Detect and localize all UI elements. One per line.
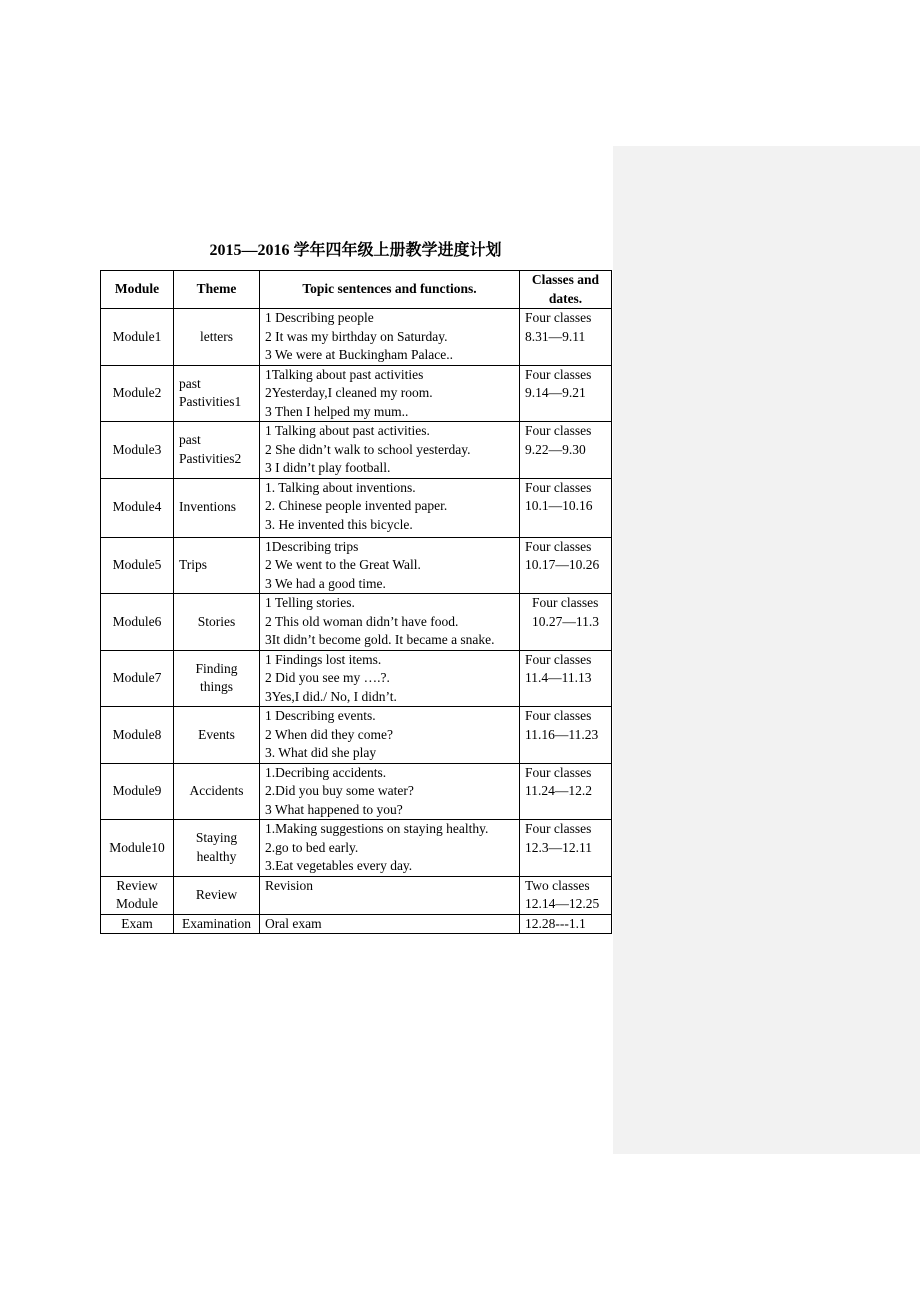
classes-line: 11.16—11.23: [525, 726, 599, 742]
module-cell: Module1: [101, 309, 174, 366]
topic-cell: [260, 876, 520, 914]
table-row: [101, 478, 612, 537]
classes-line: Four classes: [525, 538, 592, 554]
classes-line: Two classes: [525, 877, 590, 893]
classes-line: Four classes: [525, 310, 592, 325]
document-title: 2015—2016 学年四年级上册教学进度计划: [209, 242, 502, 259]
classes-line: 11.4—11.13: [525, 670, 592, 685]
topic-cell: [260, 422, 520, 479]
module-cell: Module8: [101, 707, 174, 764]
theme-cell: Staying healthy: [174, 820, 260, 877]
classes-cell: [520, 309, 612, 366]
topic-line: 2.Did you buy some water?: [265, 783, 414, 798]
header-classes: Classes and dates.: [520, 271, 612, 309]
comment-pane: [613, 146, 920, 1154]
topic-cell: [260, 914, 520, 934]
topic-line: 2. Chinese people invented paper.: [265, 498, 448, 513]
topic-line: 1.Decribing accidents.: [265, 764, 387, 780]
topic-line: 3 Then I helped my mum..: [265, 403, 409, 419]
module-cell: Review Module: [101, 876, 174, 914]
classes-cell: [520, 537, 612, 594]
table-row: [101, 914, 612, 934]
theme-cell: Inventions: [174, 478, 260, 537]
topic-line: 3. What did she play: [265, 745, 377, 760]
topic-cell: [260, 478, 520, 537]
topic-line: 2 This old woman didn’t have food.: [265, 613, 459, 629]
table-row: [101, 537, 612, 594]
table-row: [101, 763, 612, 820]
classes-line: 12.14—12.25: [525, 896, 600, 911]
classes-cell: [520, 820, 612, 877]
topic-line: 2 Did you see my ….?.: [265, 670, 390, 685]
classes-line: Four classes: [525, 764, 592, 780]
table-row: [101, 876, 612, 914]
topic-line: 1. Talking about inventions.: [265, 479, 416, 495]
header-theme: Theme: [174, 271, 260, 309]
theme-cell: Events: [174, 707, 260, 764]
classes-cell: [520, 707, 612, 764]
classes-cell: [520, 763, 612, 820]
topic-cell: [260, 537, 520, 594]
classes-line: Four classes: [525, 651, 592, 667]
classes-line: Four classes: [525, 708, 592, 723]
classes-line: 12.28---1.1: [525, 915, 586, 931]
header-module: Module: [101, 271, 174, 309]
topic-line: 2Yesterday,I cleaned my room.: [265, 385, 433, 400]
topic-cell: [260, 365, 520, 422]
module-cell: Module6: [101, 594, 174, 651]
theme-cell: Accidents: [174, 763, 260, 820]
module-cell: Exam: [101, 914, 174, 934]
topic-line: 3 I didn’t play football.: [265, 460, 391, 475]
theme-cell: past Pastivities2: [174, 422, 260, 479]
teaching-schedule-table: [100, 270, 612, 934]
topic-line: 1.Making suggestions on staying healthy.: [265, 821, 489, 836]
classes-line: 10.27—11.3: [532, 613, 599, 629]
classes-cell: [520, 478, 612, 537]
classes-line: Four classes: [532, 595, 599, 610]
table-row: [101, 707, 612, 764]
topic-line: 1 Describing people: [265, 310, 374, 325]
topic-line: 3 What happened to you?: [265, 801, 403, 817]
module-cell: Module2: [101, 365, 174, 422]
classes-line: 9.22—9.30: [525, 441, 586, 457]
topic-line: 2 When did they come?: [265, 726, 393, 742]
classes-line: Four classes: [525, 423, 592, 438]
table-row: [101, 365, 612, 422]
topic-cell: [260, 763, 520, 820]
classes-line: 11.24—12.2: [525, 783, 592, 798]
classes-line: 10.17—10.26: [525, 557, 600, 572]
topic-line: Revision: [265, 877, 314, 893]
classes-line: 10.1—10.16: [525, 498, 593, 513]
header-topic: Topic sentences and functions.: [260, 271, 520, 309]
theme-cell: Review: [174, 876, 260, 914]
topic-line: 3Yes,I did./ No, I didn’t.: [265, 688, 397, 704]
classes-cell: [520, 876, 612, 914]
topic-line: 2.go to bed early.: [265, 839, 359, 855]
theme-cell: Examination: [174, 914, 260, 934]
module-cell: Module7: [101, 650, 174, 707]
table-row: [101, 309, 612, 366]
classes-line: 9.14—9.21: [525, 385, 586, 400]
module-cell: Module9: [101, 763, 174, 820]
classes-line: Four classes: [525, 366, 592, 382]
classes-cell: [520, 650, 612, 707]
classes-line: 12.3—12.11: [525, 839, 592, 855]
theme-cell: Stories: [174, 594, 260, 651]
topic-cell: [260, 707, 520, 764]
topic-line: 2 She didn’t walk to school yesterday.: [265, 441, 471, 457]
topic-line: 1Describing trips: [265, 538, 359, 554]
table-row: [101, 650, 612, 707]
table-row: [101, 594, 612, 651]
topic-cell: [260, 309, 520, 366]
topic-line: 3 We had a good time.: [265, 575, 386, 591]
classes-line: 8.31—9.11: [525, 328, 586, 344]
theme-cell: past Pastivities1: [174, 365, 260, 422]
classes-cell: [520, 914, 612, 934]
theme-cell: Finding things: [174, 650, 260, 707]
classes-line: Four classes: [525, 479, 592, 495]
theme-cell: letters: [174, 309, 260, 366]
theme-cell: Trips: [174, 537, 260, 594]
classes-cell: [520, 422, 612, 479]
table-row: [101, 820, 612, 877]
topic-line: Oral exam: [265, 915, 322, 931]
classes-cell: [520, 365, 612, 422]
topic-cell: [260, 820, 520, 877]
topic-line: 3 We were at Buckingham Palace..: [265, 347, 453, 362]
classes-cell: [520, 594, 612, 651]
classes-line: Four classes: [525, 821, 592, 836]
topic-line: 1 Telling stories.: [265, 595, 355, 610]
topic-line: 2 We went to the Great Wall.: [265, 557, 421, 572]
topic-line: 1Talking about past activities: [265, 366, 424, 382]
module-cell: Module10: [101, 820, 174, 877]
topic-line: 3It didn’t become gold. It became a snake.: [265, 632, 495, 647]
topic-line: 3.Eat vegetables every day.: [265, 858, 413, 873]
module-cell: Module4: [101, 478, 174, 537]
header-row: [101, 271, 612, 309]
module-cell: Module3: [101, 422, 174, 479]
table-row: [101, 422, 612, 479]
topic-line: 1 Describing events.: [265, 708, 376, 723]
topic-line: 3. He invented this bicycle.: [265, 516, 413, 532]
topic-line: 2 It was my birthday on Saturday.: [265, 328, 448, 344]
topic-cell: [260, 650, 520, 707]
topic-line: 1 Findings lost items.: [265, 651, 382, 667]
topic-line: 1 Talking about past activities.: [265, 423, 430, 438]
module-cell: Module5: [101, 537, 174, 594]
topic-cell: [260, 594, 520, 651]
